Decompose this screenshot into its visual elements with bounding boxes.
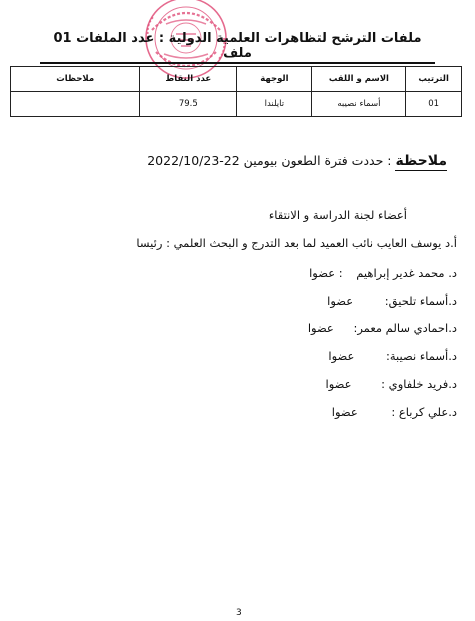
header-points: عدد النقاط [140, 67, 237, 92]
committee-member [309, 266, 457, 280]
cell-remarks [11, 92, 140, 117]
header-full-name: الاسم و اللقب [312, 67, 406, 92]
document-title [40, 31, 435, 64]
appeal-note [147, 153, 447, 169]
member-role: عضوا [331, 405, 358, 419]
header-rank: الترتيب [406, 67, 462, 92]
member-role: : عضوا [309, 266, 343, 280]
committee-member [327, 294, 457, 308]
member-name: د. محمد غدير إبراهيم [356, 266, 457, 280]
page-number: 3 [236, 608, 242, 618]
committee-chair: أ.د يوسف العايب نائب العميد لما بعد التدرج و البحث العلمي : رئيسا [136, 236, 457, 250]
member-role: عضوا [327, 294, 354, 308]
member-name: د.فريد خلفاوي : [381, 377, 457, 391]
committee-member [332, 405, 457, 419]
committee-member [326, 377, 457, 391]
header-destination: الوجهة [237, 67, 312, 92]
cell-points: 79.5 [140, 92, 237, 117]
cell-full-name: أسماء نصيبه [312, 92, 406, 117]
table-row [11, 92, 462, 117]
document-title-text: ملفات الترشح لتظاهرات العلمية الدولية : عدد الملفات 01 ملف [40, 31, 435, 64]
committee-member [328, 349, 457, 363]
cell-rank: 01 [406, 92, 462, 117]
committee-heading: أعضاء لجنة الدراسة و الانتقاء [268, 208, 407, 222]
header-remarks: ملاحظات [11, 67, 140, 92]
member-name: د.أسماء نصيبة: [386, 349, 457, 363]
note-text: : حددت فترة الطعون بيومين 22-2022/10/23 [147, 153, 392, 168]
member-role: عضوا [328, 349, 355, 363]
cell-destination: تايلندا [237, 92, 312, 117]
member-name: د.احمادي سالم معمر: [353, 321, 457, 335]
member-role: عضوا [325, 377, 352, 391]
candidates-table [10, 66, 462, 117]
member-name: د.أسماء تلحيق: [384, 294, 457, 308]
note-label: ملاحظة [395, 153, 447, 169]
member-role: عضوا [307, 321, 334, 335]
member-name: د.علي كرباع : [391, 405, 457, 419]
table-header-row [11, 67, 462, 92]
committee-member [308, 321, 457, 335]
